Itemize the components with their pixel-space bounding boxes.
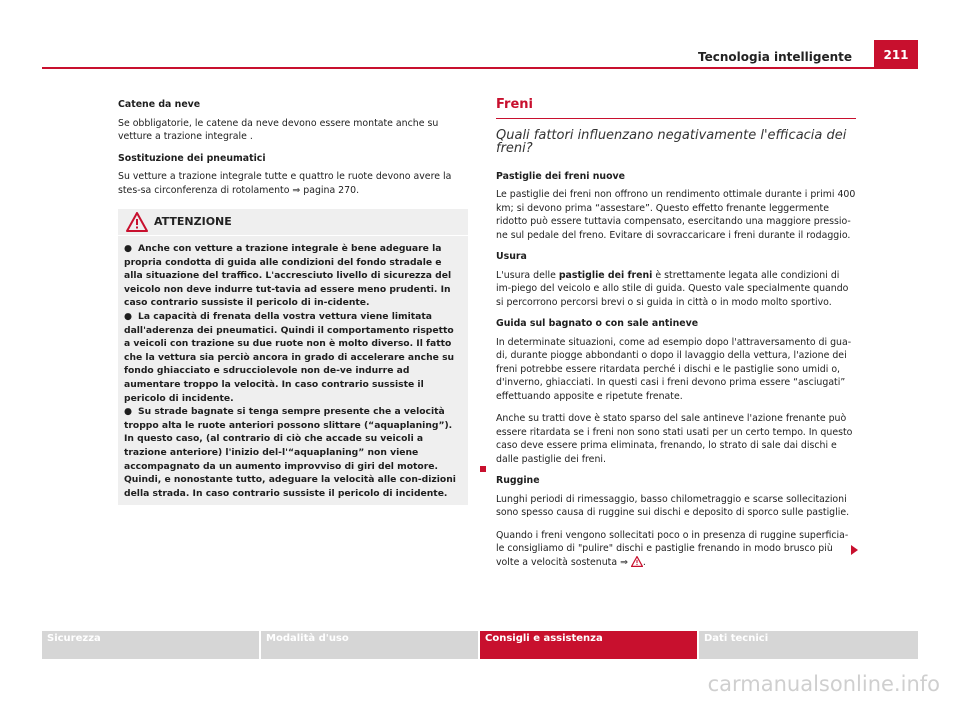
rust-heading: Ruggine — [496, 475, 540, 486]
wet-driving-text: In determinate situazioni, come ad esempio dopo l'attraversamento di gua-di, durante piogge abbondanti o dopo il lavaggio della vettura, l'azione dei freni potrebbe essere ritardata perché i dischi e le pastiglie sono umidi o, d'inverno, ghiacciati. In questi casi i freni devono prima essere “asciugati” effettuando apposite e ripetute frenate. — [496, 336, 852, 402]
section-title: Freni — [496, 97, 533, 112]
tyre-replacement-text: Su vetture a trazione integrale tutte e quattro le ruote devono avere la stes-sa circonferenza di rotolamento ⇒ pagina 270. — [118, 171, 452, 196]
warning-item — [124, 242, 462, 310]
bullet-icon: ● — [124, 310, 133, 322]
wear-heading: Usura — [496, 251, 527, 262]
page-header-title: Tecnologia intelligente — [698, 50, 852, 64]
snow-chains-text: Se obbligatorie, le catene da neve devono essere montate anche su vetture a trazione integrale . — [118, 117, 439, 142]
new-pads-heading: Pastiglie dei freni nuove — [496, 170, 625, 182]
warning-triangle-icon — [126, 212, 148, 232]
rust-text: Lunghi periodi di rimessaggio, basso chilometraggio e scarse sollecitazioni sono spesso causa di ruggine sui dischi e deposito di sporco sulle pastiglie. — [496, 493, 850, 518]
header-rule — [42, 67, 918, 69]
new-pads-text: Le pastiglie dei freni non offrono un rendimento ottimale durante i primi 400 km; si devono prima “assestare”. Questo effetto frenante leggermente ridotto può essere tuttavia compensato, esercitando una maggiore pressio-ne sul pedale del freno. Evitare di sovraccaricare i freni durante il rodaggio. — [496, 189, 856, 241]
tyre-replacement-heading: Sostituzione dei pneumatici — [118, 152, 266, 164]
footer-tab-consigli-assistenza[interactable]: Consigli e assistenza — [480, 631, 699, 659]
footer-tab-sicurezza[interactable]: Sicurezza — [42, 631, 261, 659]
wear-text-pre: L'usura delle — [496, 269, 559, 281]
section-rule — [496, 118, 856, 119]
bullet-icon: ● — [124, 406, 133, 418]
warning-box — [118, 209, 468, 505]
snow-chains-heading: Catene da neve — [118, 99, 201, 110]
watermark: carmanualsonline.info — [707, 672, 940, 696]
warning-item-text: Anche con vetture a trazione integrale è bene adeguare la propria condotta di guida alle condizioni del fondo stradale e alla situazione del traffico. L'accresciuto livello di sicurezza del veicolo non deve indurre tut-tavia ad essere meno prudenti. In caso contrario sussiste il pericolo di in-cidente. — [124, 243, 452, 309]
section-end-marker — [480, 466, 486, 472]
wear-text-bold: pastiglie dei freni — [558, 269, 653, 281]
bullet-icon: ● — [124, 243, 133, 254]
rust-advice-main: Quando i freni vengono sollecitati poco o in presenza di ruggine superficia-le consigliamo di "pulire" dischi e pastiglie frenando in modo brusco più volte a velocità sostenuta ⇒ — [496, 529, 849, 568]
section-question: Quali fattori influenzano negativamente l'efficacia dei freni? — [496, 127, 847, 156]
warning-triangle-icon[interactable] — [631, 556, 643, 567]
footer-tab-modalita-uso[interactable]: Modalità d'uso — [261, 631, 480, 659]
warning-header — [118, 209, 468, 236]
footer-tab-dati-tecnici[interactable]: Dati tecnici — [699, 631, 918, 659]
rust-advice-end: . — [642, 556, 646, 568]
warning-item-text: Su strade bagnate si tenga sempre presente che a velocità troppo alta le ruote anteriori possono slittare (“aquaplaning”). In questo caso, (al contrario di ciò che accade su veicoli a trazione anteriore) l'inizio del-l'“aquaplaning” non viene accompagnato da un aumento improvviso di giri del motore. Quindi, e nonostante tutto, adeguare la velocità alle con-dizioni della strada. In caso contrario sussiste il pericolo di incidente. — [124, 406, 456, 499]
page-number: 211 — [874, 40, 918, 67]
warning-body — [118, 236, 468, 505]
warning-title: ATTENZIONE — [154, 215, 232, 229]
wear-text-post: è strettamente legata alle condizioni di im-piego del veicolo e allo stile di guida. Questo vale specialmente quando si percorrono percorsi brevi o si guida in città o in modo molto sportivo. — [496, 269, 849, 308]
warning-item-text: La capacità di frenata della vostra vettura viene limitata dall'aderenza dei pneumatici. Quindi il comportamento rispetto a veicoli con trazione su due ruote non è molto diverso. Il fatto che la vettura sia perciò ancora in grado di accelerare anche su fondo ghiacciato e sdrucciolevole non de-ve indurre ad aumentare troppo la velocità. In caso contrario sussiste il pericolo di incidente. — [124, 310, 455, 404]
left-column — [118, 98, 468, 505]
continue-arrow-icon — [851, 545, 858, 555]
rust-advice-text — [496, 529, 856, 570]
footer-nav — [42, 631, 918, 659]
warning-item — [124, 310, 462, 405]
wet-driving-heading: Guida sul bagnato o con sale antineve — [496, 318, 699, 329]
wear-text — [496, 269, 856, 310]
warning-item — [124, 405, 462, 500]
salt-text: Anche su tratti dove è stato sparso del sale antineve l'azione frenante può essere ritardata se i freni non sono stati usati per un certo tempo. In questo caso deve essere prima eliminata, frenando, lo strato di sale dai dischi e dalle pastiglie dei freni. — [496, 413, 853, 465]
right-column — [496, 98, 856, 577]
